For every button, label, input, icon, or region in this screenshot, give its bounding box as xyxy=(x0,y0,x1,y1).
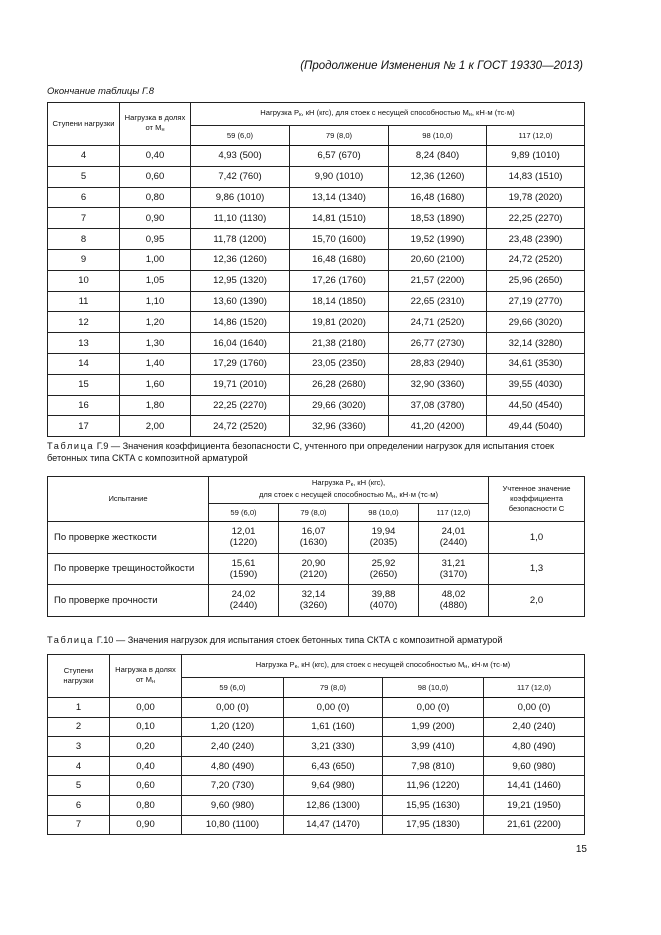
table-cell: 1,05 xyxy=(120,270,191,291)
table-cell: 18,14 (1850) xyxy=(290,291,389,312)
load-value: 12,01 xyxy=(231,526,256,538)
t8-col-load-fraction: Нагрузка в долях от $M_н$ xyxy=(120,103,191,146)
table-cell: 15,95 (1630) xyxy=(383,795,484,815)
table-cell: 0,00 xyxy=(110,698,182,718)
table-cell: 13,60 (1390) xyxy=(191,291,290,312)
table-cell: 22,25 (2270) xyxy=(487,208,585,229)
table-row xyxy=(48,333,585,354)
test-label: По проверке жесткости xyxy=(48,522,209,554)
table-cell xyxy=(419,553,489,585)
table-cell: 19,71 (2010) xyxy=(191,374,290,395)
table-cell: 17,95 (1830) xyxy=(383,815,484,835)
table-cell: 19,81 (2020) xyxy=(290,312,389,333)
table-row xyxy=(48,312,585,333)
table-cell: 10 xyxy=(48,270,120,291)
table-cell: 15,70 (1600) xyxy=(290,229,389,250)
table-cell: 14,47 (1470) xyxy=(284,815,383,835)
load-value-kgf: (2440) xyxy=(229,600,258,612)
page-number: 15 xyxy=(575,844,587,855)
load-value-kgf: (1220) xyxy=(229,537,258,549)
t8-col-steps: Ступени нагрузки xyxy=(48,103,120,146)
table-row xyxy=(48,776,585,796)
test-label: По проверке прочности xyxy=(48,585,209,617)
table-cell: 28,83 (2940) xyxy=(389,353,487,374)
table-cell xyxy=(419,585,489,617)
table-cell: 1,30 xyxy=(120,333,191,354)
table-row xyxy=(48,585,585,617)
table-cell: 26,77 (2730) xyxy=(389,333,487,354)
t9-subheader: 59 (6,0) xyxy=(209,504,279,522)
table-cell: 0,60 xyxy=(120,166,191,187)
table-cell xyxy=(209,522,279,554)
table-9 xyxy=(47,476,585,617)
table-cell: 12,36 (1260) xyxy=(191,249,290,270)
table-cell: 4 xyxy=(48,756,110,776)
table-cell: 0,90 xyxy=(110,815,182,835)
t9-subheader: 98 (10,0) xyxy=(349,504,419,522)
table-cell: 14,83 (1510) xyxy=(487,166,585,187)
table-cell: 8 xyxy=(48,229,120,250)
table-cell xyxy=(349,522,419,554)
table-cell: 0,40 xyxy=(110,756,182,776)
table-cell: 9,60 (980) xyxy=(182,795,284,815)
table-cell: 0,60 xyxy=(110,776,182,796)
t9-col-test: Испытание xyxy=(48,477,209,522)
t8-subheader: 79 (8,0) xyxy=(290,126,389,146)
table-cell: 44,50 (4540) xyxy=(487,395,585,416)
table-cell: 4 xyxy=(48,146,120,167)
load-value: 24,01 xyxy=(441,526,466,538)
table-cell: 4,80 (490) xyxy=(484,737,585,757)
table-cell xyxy=(279,585,349,617)
table-10-caption: Таблица Г.10 — Значения нагрузок для испытания стоек бетонных типа СКТА с композитной арматурой xyxy=(47,635,503,645)
table-cell: 1,61 (160) xyxy=(284,717,383,737)
load-value-kgf: (2650) xyxy=(369,568,398,580)
table-cell: 14,81 (1510) xyxy=(290,208,389,229)
table-cell xyxy=(419,522,489,554)
table-cell: 26,28 (2680) xyxy=(290,374,389,395)
t10-col-load-fraction: Нагрузка в долях от $M_н$ xyxy=(110,655,182,698)
table-cell: 8,24 (840) xyxy=(389,146,487,167)
load-value: 39,88 xyxy=(371,589,396,601)
table-row xyxy=(48,737,585,757)
table-row xyxy=(48,353,585,374)
table-cell: 2 xyxy=(48,717,110,737)
t9-group-header: Нагрузка $P_к$, кН (кгс), для стоек с несущей способностью $M_н$, кН·м (тс·м) xyxy=(209,477,489,504)
table-row xyxy=(48,208,585,229)
table-cell: 1,10 xyxy=(120,291,191,312)
table-cell: 11 xyxy=(48,291,120,312)
load-value: 16,07 xyxy=(301,526,326,538)
table-cell: 10,80 (1100) xyxy=(182,815,284,835)
load-value: 15,61 xyxy=(231,557,256,569)
table-8 xyxy=(47,102,585,437)
table-cell: 0,10 xyxy=(110,717,182,737)
table-cell: 13 xyxy=(48,333,120,354)
t10-subheader: 117 (12,0) xyxy=(484,678,585,698)
table-cell: 2,00 xyxy=(120,416,191,437)
t9-subheader: 117 (12,0) xyxy=(419,504,489,522)
load-value: 48,02 xyxy=(441,589,466,601)
table-cell: 6,57 (670) xyxy=(290,146,389,167)
table-cell: 2,40 (240) xyxy=(484,717,585,737)
table-cell: 16 xyxy=(48,395,120,416)
table-cell: 39,55 (4030) xyxy=(487,374,585,395)
table-8-caption: Окончание таблицы Г.8 xyxy=(47,86,155,97)
table-cell: 1,20 (120) xyxy=(182,717,284,737)
table-cell: 29,66 (3020) xyxy=(290,395,389,416)
table-cell: 4,93 (500) xyxy=(191,146,290,167)
table-cell: 12 xyxy=(48,312,120,333)
table-cell: 23,48 (2390) xyxy=(487,229,585,250)
table-cell: 18,53 (1890) xyxy=(389,208,487,229)
table-cell: 6 xyxy=(48,795,110,815)
document-header-note: (Продолжение Изменения № 1 к ГОСТ 19330—2013) xyxy=(300,60,583,72)
load-value-kgf: (4880) xyxy=(439,600,468,612)
table-cell: 16,04 (1640) xyxy=(191,333,290,354)
load-value-kgf: (3260) xyxy=(299,600,328,612)
table-cell: 9,89 (1010) xyxy=(487,146,585,167)
table-cell xyxy=(349,553,419,585)
load-value: 24,02 xyxy=(231,589,256,601)
table-cell: 22,65 (2310) xyxy=(389,291,487,312)
table-cell: 0,00 (0) xyxy=(284,698,383,718)
table-cell xyxy=(279,522,349,554)
table-row xyxy=(48,416,585,437)
table-cell: 0,80 xyxy=(110,795,182,815)
table-cell: 37,08 (3780) xyxy=(389,395,487,416)
table-row xyxy=(48,374,585,395)
load-value-kgf: (2035) xyxy=(369,537,398,549)
load-value: 20,90 xyxy=(301,557,326,569)
table-cell: 16,48 (1680) xyxy=(290,249,389,270)
table-cell: 4,80 (490) xyxy=(182,756,284,776)
table-cell: 9,90 (1010) xyxy=(290,166,389,187)
table-cell: 0,00 (0) xyxy=(182,698,284,718)
table-cell: 5 xyxy=(48,166,120,187)
coefficient-value: 1,0 xyxy=(489,522,585,554)
test-label: По проверке трещиностойкости xyxy=(48,553,209,585)
table-cell: 32,90 (3360) xyxy=(389,374,487,395)
table-cell: 32,14 (3280) xyxy=(487,333,585,354)
table-cell: 16,48 (1680) xyxy=(389,187,487,208)
table-cell: 19,52 (1990) xyxy=(389,229,487,250)
load-value: 32,14 xyxy=(301,589,326,601)
table-cell: 34,61 (3530) xyxy=(487,353,585,374)
load-value: 19,94 xyxy=(371,526,396,538)
table-row xyxy=(48,249,585,270)
table-cell: 1 xyxy=(48,698,110,718)
table-cell: 23,05 (2350) xyxy=(290,353,389,374)
table-cell: 22,25 (2270) xyxy=(191,395,290,416)
table-cell: 9,60 (980) xyxy=(484,756,585,776)
table-cell: 13,14 (1340) xyxy=(290,187,389,208)
table-cell: 9,64 (980) xyxy=(284,776,383,796)
t8-subheader: 59 (6,0) xyxy=(191,126,290,146)
table-cell: 7,42 (760) xyxy=(191,166,290,187)
table-cell: 0,40 xyxy=(120,146,191,167)
table-cell xyxy=(209,553,279,585)
table-cell: 0,00 (0) xyxy=(484,698,585,718)
table-cell: 20,60 (2100) xyxy=(389,249,487,270)
table-cell: 12,36 (1260) xyxy=(389,166,487,187)
table-row xyxy=(48,146,585,167)
table-cell: 0,00 (0) xyxy=(383,698,484,718)
t8-body xyxy=(48,146,585,437)
table-cell: 9,86 (1010) xyxy=(191,187,290,208)
table-cell: 7,98 (810) xyxy=(383,756,484,776)
table-cell: 1,99 (200) xyxy=(383,717,484,737)
table-cell: 14 xyxy=(48,353,120,374)
t8-subheader: 98 (10,0) xyxy=(389,126,487,146)
t10-col-steps: Ступени нагрузки xyxy=(48,655,110,698)
table-cell: 21,38 (2180) xyxy=(290,333,389,354)
table-cell: 1,40 xyxy=(120,353,191,374)
table-cell: 11,10 (1130) xyxy=(191,208,290,229)
table-cell: 12,86 (1300) xyxy=(284,795,383,815)
table-cell: 11,96 (1220) xyxy=(383,776,484,796)
table-cell: 5 xyxy=(48,776,110,796)
table-cell: 25,96 (2650) xyxy=(487,270,585,291)
table-row xyxy=(48,717,585,737)
table-cell xyxy=(349,585,419,617)
t9-body xyxy=(48,522,585,617)
table-row xyxy=(48,756,585,776)
table-cell: 15 xyxy=(48,374,120,395)
t10-subheader: 79 (8,0) xyxy=(284,678,383,698)
load-value-kgf: (4070) xyxy=(369,600,398,612)
table-cell xyxy=(209,585,279,617)
table-row xyxy=(48,291,585,312)
table-cell: 24,71 (2520) xyxy=(389,312,487,333)
t9-subheader: 79 (8,0) xyxy=(279,504,349,522)
load-value-kgf: (2120) xyxy=(299,568,328,580)
load-value: 31,21 xyxy=(441,557,466,569)
load-value-kgf: (1590) xyxy=(229,568,258,580)
table-cell: 17,29 (1760) xyxy=(191,353,290,374)
t8-group-header: Нагрузка $P_к$, кН (кгс), для стоек с несущей способностью $M_н$, кН·м (тс·м) xyxy=(191,103,585,126)
load-value-kgf: (3170) xyxy=(439,568,468,580)
t10-subheader: 98 (10,0) xyxy=(383,678,484,698)
table-row xyxy=(48,698,585,718)
t10-body xyxy=(48,698,585,835)
t10-subheader: 59 (6,0) xyxy=(182,678,284,698)
load-value: 25,92 xyxy=(371,557,396,569)
table-row xyxy=(48,229,585,250)
table-cell: 0,80 xyxy=(120,187,191,208)
table-10 xyxy=(47,654,585,835)
table-cell: 6 xyxy=(48,187,120,208)
table-cell: 7 xyxy=(48,208,120,229)
table-cell: 2,40 (240) xyxy=(182,737,284,757)
table-row xyxy=(48,795,585,815)
table-row xyxy=(48,395,585,416)
table-cell: 3,99 (410) xyxy=(383,737,484,757)
table-cell: 11,78 (1200) xyxy=(191,229,290,250)
table-cell: 27,19 (2770) xyxy=(487,291,585,312)
table-cell: 41,20 (4200) xyxy=(389,416,487,437)
table-cell: 17 xyxy=(48,416,120,437)
table-row xyxy=(48,553,585,585)
table-row xyxy=(48,815,585,835)
table-cell: 1,20 xyxy=(120,312,191,333)
table-cell: 1,60 xyxy=(120,374,191,395)
load-value-kgf: (1630) xyxy=(299,537,328,549)
table-cell: 7,20 (730) xyxy=(182,776,284,796)
load-value-kgf: (2440) xyxy=(439,537,468,549)
coefficient-value: 2,0 xyxy=(489,585,585,617)
table-cell: 49,44 (5040) xyxy=(487,416,585,437)
table-cell: 0,90 xyxy=(120,208,191,229)
table-cell: 0,95 xyxy=(120,229,191,250)
table-cell: 3 xyxy=(48,737,110,757)
table-cell: 1,80 xyxy=(120,395,191,416)
table-cell: 14,86 (1520) xyxy=(191,312,290,333)
table-cell: 21,61 (2200) xyxy=(484,815,585,835)
table-cell: 24,72 (2520) xyxy=(487,249,585,270)
table-cell: 14,41 (1460) xyxy=(484,776,585,796)
table-row xyxy=(48,270,585,291)
table-cell: 3,21 (330) xyxy=(284,737,383,757)
table-cell: 9 xyxy=(48,249,120,270)
table-9-caption: Таблица Г.9 — Значения коэффициента безопасности C, учтенного при определении нагрузок для испытания стоек бетонных типа СКТА с композитной арматурой xyxy=(47,441,555,463)
t10-group-header: Нагрузка $P_к$, кН (кгс), для стоек с несущей способностью $M_н$, кН·м (тс·м) xyxy=(182,655,585,678)
table-row xyxy=(48,187,585,208)
table-cell: 29,66 (3020) xyxy=(487,312,585,333)
t9-col-coefficient: Учтенное значение коэффициента безопасности C xyxy=(489,477,585,522)
table-cell: 7 xyxy=(48,815,110,835)
t8-subheader: 117 (12,0) xyxy=(487,126,585,146)
table-cell: 12,95 (1320) xyxy=(191,270,290,291)
table-cell: 19,21 (1950) xyxy=(484,795,585,815)
table-cell: 24,72 (2520) xyxy=(191,416,290,437)
table-row xyxy=(48,522,585,554)
table-cell: 17,26 (1760) xyxy=(290,270,389,291)
table-cell: 19,78 (2020) xyxy=(487,187,585,208)
table-cell: 0,20 xyxy=(110,737,182,757)
table-cell xyxy=(279,553,349,585)
coefficient-value: 1,3 xyxy=(489,553,585,585)
table-cell: 21,57 (2200) xyxy=(389,270,487,291)
table-cell: 32,96 (3360) xyxy=(290,416,389,437)
table-cell: 1,00 xyxy=(120,249,191,270)
table-row xyxy=(48,166,585,187)
table-cell: 6,43 (650) xyxy=(284,756,383,776)
